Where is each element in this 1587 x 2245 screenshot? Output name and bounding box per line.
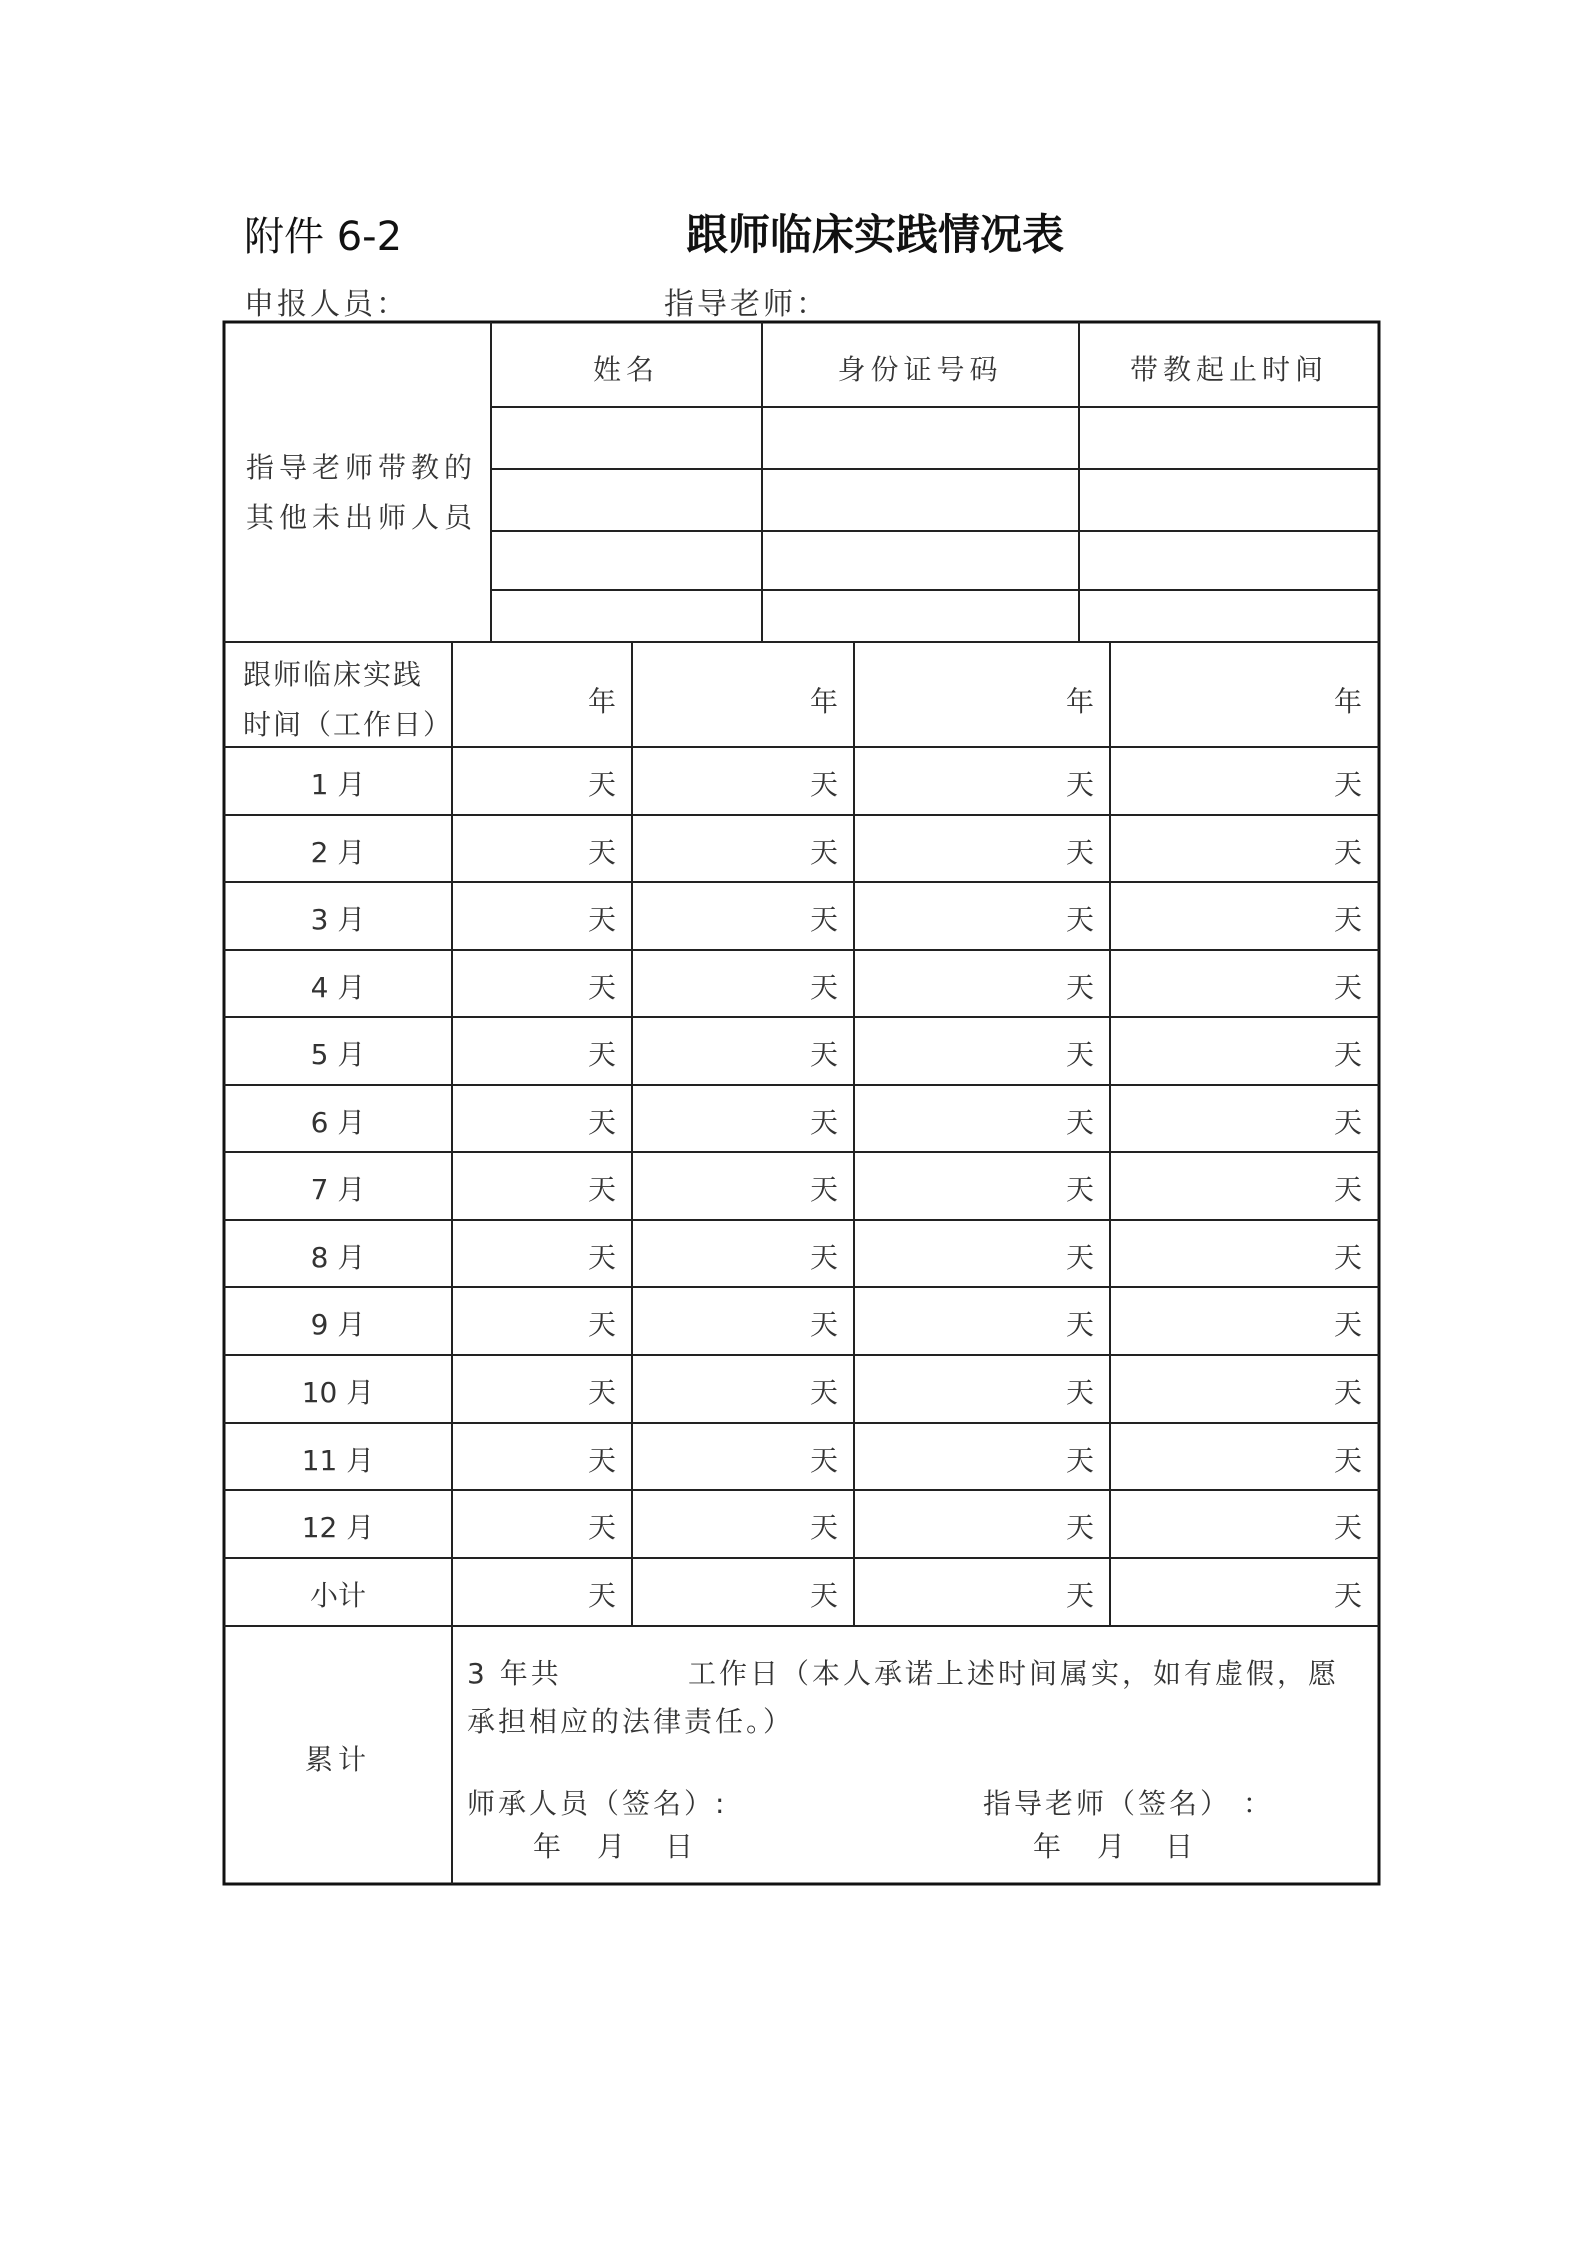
mentor-label: 指导老师： [664,287,829,322]
day-unit-row11-col2: 天 [809,1444,838,1477]
day-unit-row3-col2: 天 [809,903,838,936]
practice-time-label [243,650,453,750]
month-label-8: 8 月 [310,1241,366,1274]
day-unit-row2-col2: 天 [809,836,838,869]
day-unit-row1-col3: 天 [1065,768,1094,801]
day-unit-row8-col3: 天 [1065,1241,1094,1274]
day-unit-row6-col3: 天 [1065,1106,1094,1139]
month-label-1: 1 月 [310,768,366,801]
day-unit-row4-col4: 天 [1333,971,1362,1004]
month-label-10: 10 月 [301,1376,375,1409]
month-label-4: 4 月 [310,971,366,1004]
day-unit-row7-col1: 天 [587,1173,616,1206]
year-unit-col1: 年 [587,685,616,718]
month-label-5: 5 月 [310,1038,366,1071]
day-unit-row1-col2: 天 [809,768,838,801]
form-title: 跟师临床实践情况表 [686,210,1065,259]
day-unit-row5-col1: 天 [587,1038,616,1071]
day-unit-row7-col3: 天 [1065,1173,1094,1206]
day-unit-row12-col2: 天 [809,1511,838,1544]
applicant-label: 申报人员： [244,287,409,322]
day-unit-row12-col4: 天 [1333,1511,1362,1544]
month-label-3: 3 月 [310,903,366,936]
day-unit-row2-col3: 天 [1065,836,1094,869]
attachment-number: 附件 6-2 [244,214,403,260]
day-unit-row5-col2: 天 [809,1038,838,1071]
day-unit-row13-col1: 天 [587,1579,616,1612]
day-unit-row10-col4: 天 [1333,1376,1362,1409]
month-label-11: 11 月 [301,1444,375,1477]
day-unit-row6-col4: 天 [1333,1106,1362,1139]
student-date-month: 月 [597,1830,626,1863]
month-label-9: 9 月 [310,1308,366,1341]
day-unit-row1-col1: 天 [587,768,616,801]
year-unit-col3: 年 [1065,685,1094,718]
day-unit-row8-col1: 天 [587,1241,616,1274]
day-unit-row6-col2: 天 [809,1106,838,1139]
day-unit-row11-col4: 天 [1333,1444,1362,1477]
day-unit-row10-col2: 天 [809,1376,838,1409]
day-unit-row10-col3: 天 [1065,1376,1094,1409]
other-students-label-line2: 其他未出师人员 [246,501,478,534]
mentor-date-month: 月 [1097,1830,1126,1863]
day-unit-row8-col2: 天 [809,1241,838,1274]
day-unit-row5-col4: 天 [1333,1038,1362,1071]
day-unit-row9-col4: 天 [1333,1308,1362,1341]
day-unit-row9-col2: 天 [809,1308,838,1341]
day-unit-row12-col3: 天 [1065,1511,1094,1544]
day-unit-row4-col1: 天 [587,971,616,1004]
student-date-year: 年 [533,1830,562,1863]
day-unit-row4-col3: 天 [1065,971,1094,1004]
day-unit-row7-col2: 天 [809,1173,838,1206]
day-unit-row4-col2: 天 [809,971,838,1004]
other-students-label [246,443,477,543]
day-unit-row3-col1: 天 [587,903,616,936]
day-unit-row12-col1: 天 [587,1511,616,1544]
day-unit-row11-col1: 天 [587,1444,616,1477]
day-unit-row10-col1: 天 [587,1376,616,1409]
day-unit-row2-col4: 天 [1333,836,1362,869]
subtotal-label: 小计 [309,1579,367,1612]
mentor-date-day: 日 [1165,1830,1194,1863]
column-header-id-number: 身份证号码 [837,353,1003,386]
cumulative-statement-main: 工作日（本人承诺上述时间属实，如有虚假，愿 [688,1657,1340,1690]
day-unit-row6-col1: 天 [587,1106,616,1139]
day-unit-row13-col4: 天 [1333,1579,1362,1612]
day-unit-row13-col2: 天 [809,1579,838,1612]
day-unit-row7-col4: 天 [1333,1173,1362,1206]
year-unit-col4: 年 [1333,685,1362,718]
cumulative-statement-line2: 承担相应的法律责任。） [467,1705,795,1738]
other-students-label-line1: 指导老师带教的 [246,451,478,484]
month-label-6: 6 月 [310,1106,366,1139]
student-signature-label: 师承人员（签名）: [467,1787,728,1820]
day-unit-row9-col3: 天 [1065,1308,1094,1341]
day-unit-row2-col1: 天 [587,836,616,869]
cumulative-statement-prefix: 3 年共 [467,1657,562,1690]
column-header-name: 姓名 [592,353,660,386]
day-unit-row9-col1: 天 [587,1308,616,1341]
day-unit-row8-col4: 天 [1333,1241,1362,1274]
day-unit-row5-col3: 天 [1065,1038,1094,1071]
mentor-date-year: 年 [1033,1830,1062,1863]
month-label-12: 12 月 [301,1511,375,1544]
day-unit-row13-col3: 天 [1065,1579,1094,1612]
month-label-7: 7 月 [310,1173,366,1206]
day-unit-row11-col3: 天 [1065,1444,1094,1477]
practice-time-label-line2: 时间（工作日） [243,708,454,741]
student-date-day: 日 [665,1830,694,1863]
day-unit-row1-col4: 天 [1333,768,1362,801]
day-unit-row3-col4: 天 [1333,903,1362,936]
cumulative-label: 累计 [304,1743,372,1776]
column-header-period: 带教起止时间 [1129,353,1329,386]
table-border [224,322,1379,1884]
mentor-signature-label: 指导老师（签名） ： [983,1787,1274,1820]
month-label-2: 2 月 [310,836,366,869]
year-unit-col2: 年 [809,685,838,718]
day-unit-row3-col3: 天 [1065,903,1094,936]
practice-time-label-line1: 跟师临床实践 [243,658,424,691]
